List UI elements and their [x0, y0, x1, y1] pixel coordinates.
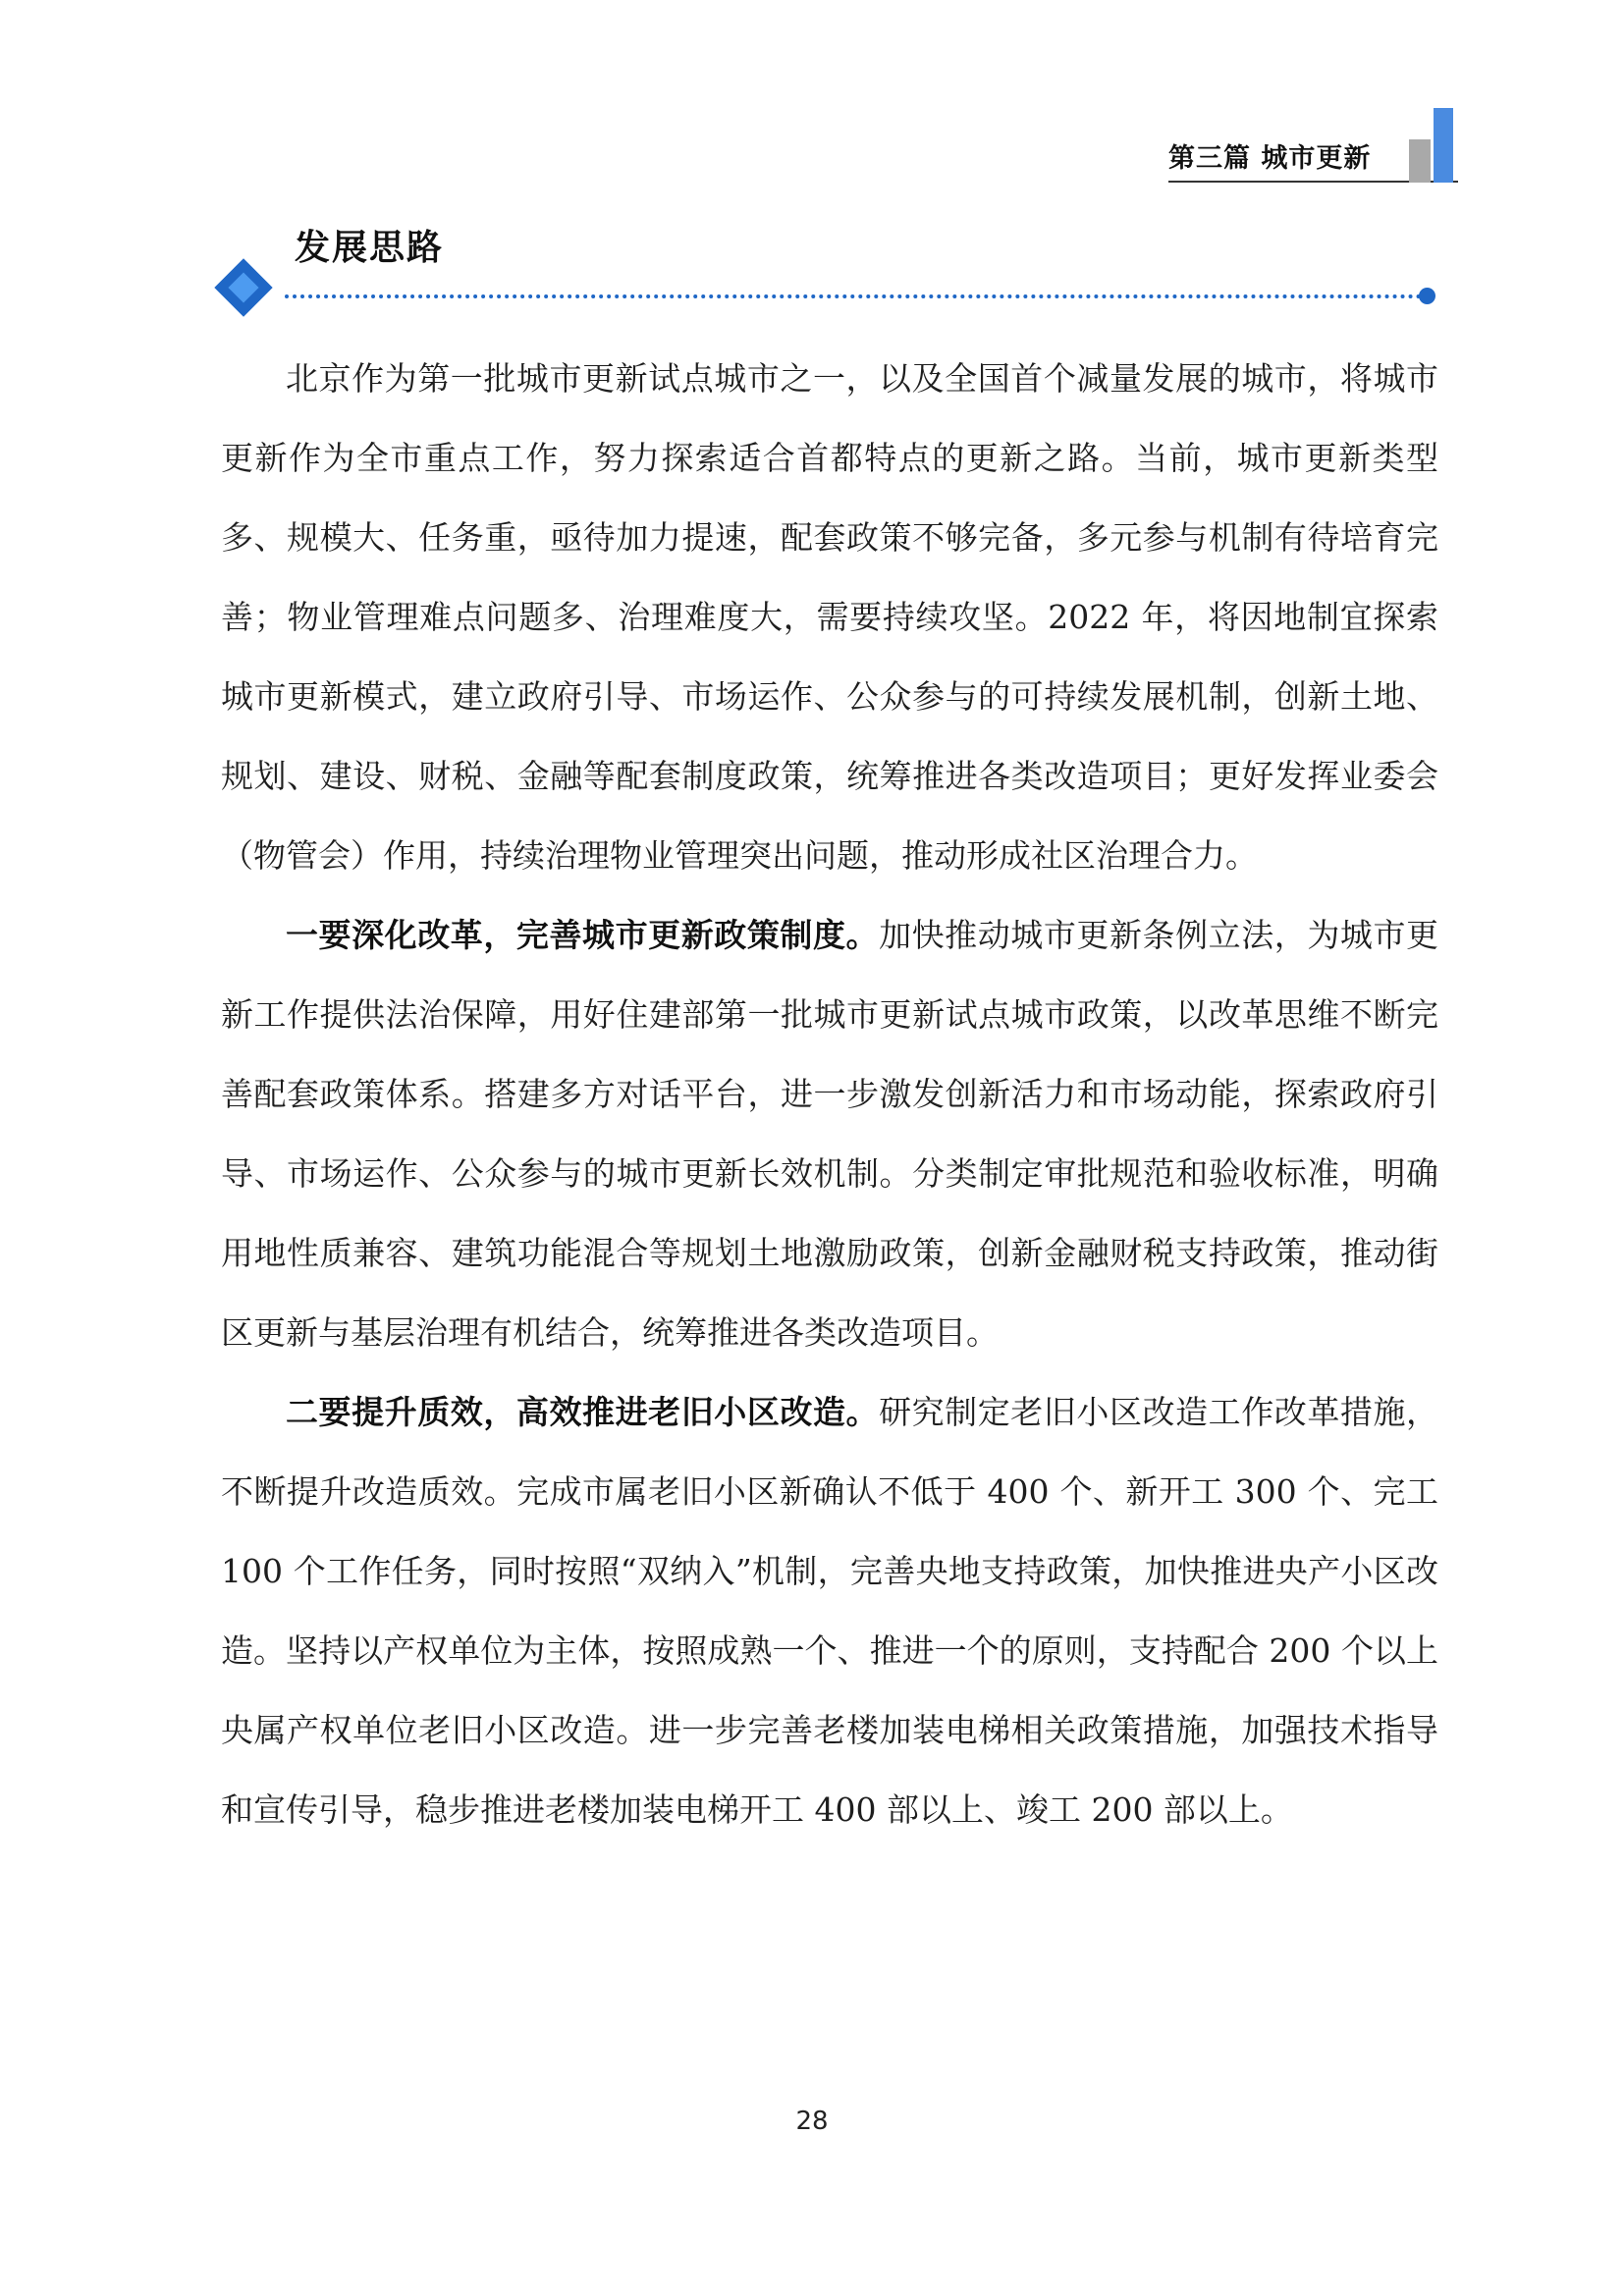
- dotted-divider: [285, 294, 1422, 298]
- paragraph-1-text: 北京作为第一批城市更新试点城市之一，以及全国首个减量发展的城市，将城市更新作为全市重点工作，努力探索适合首都特点的更新之路。当前，城市更新类型多、规模大、任务重，亟待加力提速，配套政策不够完备，多元参与机制有待培育完善；物业管理难点问题多、治理难度大，需要持续攻坚。2022 年，将因地制宜探索城市更新模式，建立政府引导、市场运作、公众参与的可持续发展机制，创新土地、规划、建设、财税、金融等配套制度政策，统筹推进各类改造项目；更好发挥业委会（物管会）作用，持续治理物业管理突出问题，推动形成社区治理合力。: [221, 359, 1438, 875]
- paragraph-2-text: 加快推动城市更新条例立法，为城市更新工作提供法治保障，用好住建部第一批城市更新试点城市政策，以改革思维不断完善配套政策体系。搭建多方对话平台，进一步激发创新活力和市场动能，探索政府引导、市场运作、公众参与的城市更新长效机制。分类制定审批规范和验收标准，明确用地性质兼容、建筑功能混合等规划土地激励政策，创新金融财税支持政策，推动街区更新与基层治理有机结合，统筹推进各类改造项目。: [221, 916, 1439, 1352]
- paragraph-3-lead: 二要提升质效，高效推进老旧小区改造。: [286, 1393, 880, 1431]
- divider-end-dot-icon: [1419, 288, 1435, 304]
- paragraph-3-text: 研究制定老旧小区改造工作改革措施，不断提升改造质效。完成市属老旧小区新确认不低于 400 个、新开工 300 个、完工 100 个工作任务，同时按照“双纳入”机制，完善央地支持政策，加快推进央产小区改造。坚持以产权单位为主体，按照成熟一个、推进一个的原则，支持配合 200 个以上央属产权单位老旧小区改造。进一步完善老楼加装电梯相关政策措施，加强技术指导和宣传引导，稳步推进老楼加装电梯开工 400 部以上、竣工 200 部以上。: [221, 1393, 1439, 1829]
- running-header-title: 第三篇 城市更新: [1168, 143, 1372, 174]
- page-number: 28: [795, 2107, 829, 2136]
- diamond-marker-icon: [214, 258, 272, 316]
- header-bar-blue: [1434, 108, 1453, 183]
- paragraph-3: [221, 1372, 1438, 1849]
- section-title: 发展思路: [295, 228, 445, 268]
- paragraph-2: [221, 895, 1438, 1372]
- body-text: [221, 339, 1438, 1849]
- paragraph-2-lead: 一要深化改革，完善城市更新政策制度。: [286, 916, 880, 954]
- paragraph-1: [221, 339, 1438, 895]
- header-bar-gray: [1409, 139, 1431, 183]
